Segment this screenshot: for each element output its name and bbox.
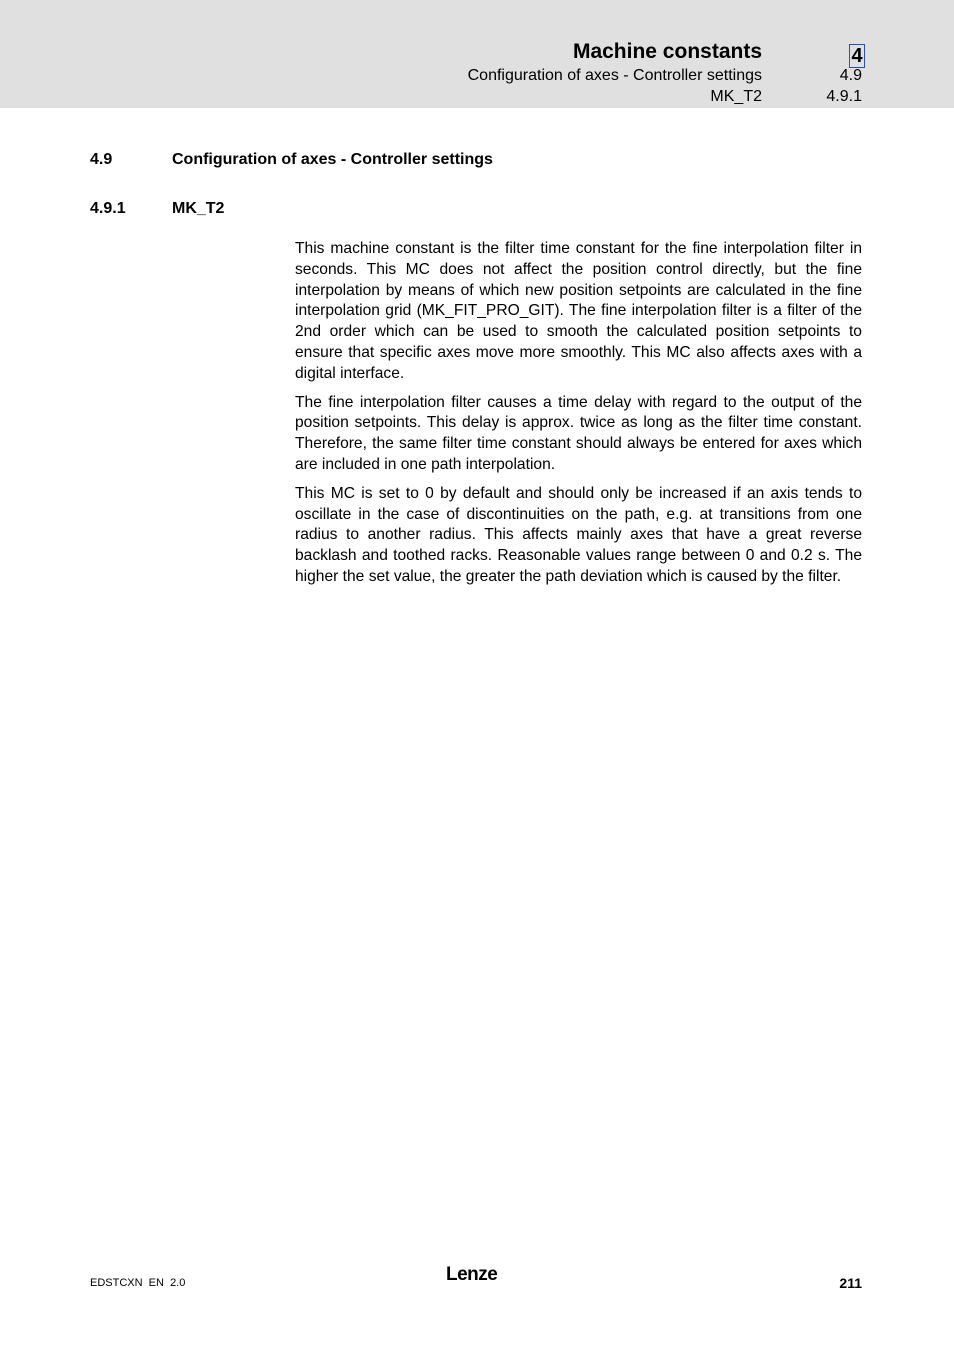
chapter-number-link[interactable]: 4 (849, 44, 865, 68)
header-subsection-title: MK_T2 (710, 88, 762, 105)
paragraph: The fine interpolation filter causes a time delay with regard to the output of the position setpoints. This delay is approx. twice as long as the filter time constant. Therefore, the same filter time constant should always be entered for axes which are included in one path interpolation. (295, 393, 862, 473)
section-heading: Configuration of axes - Controller settings (172, 151, 493, 168)
header-section-number: 4.9 (839, 67, 862, 84)
header-subsection-number: 4.9.1 (826, 88, 862, 105)
paragraph: This machine constant is the filter time constant for the fine interpolation filter in seconds. This MC does not affect the position control directly, but the fine interpolation by means of which new position setpoints are calculated in the fine interpolation grid (MK_FIT_PRO_GIT). The fine interpolation filter is a filter of the 2nd order which can be used to smooth the calculated position setpoints to ensure that specific axes move more smoothly. This MC also affects axes with a digital interface. (295, 240, 862, 382)
chapter-title: Machine constants (572, 40, 762, 63)
page-header (0, 0, 954, 108)
body-text (295, 239, 862, 596)
header-section-title: Configuration of axes - Controller settings (467, 67, 762, 84)
document-id: EDSTCXN EN 2.0 (90, 1277, 186, 1289)
lenze-logo: Lenze (446, 1264, 498, 1285)
paragraph: This MC is set to 0 by default and should only be increased if an axis tends to oscillate in the case of discontinuities on the path, e.g. at transitions from one radius to another radius. This affects mainly axes that have a great reverse backlash and toothed racks. Reasonable values range between 0 and 0.2 s. The higher the set value, the greater the path deviation which is caused by the filter. (295, 484, 862, 585)
subsection-heading: MK_T2 (172, 200, 225, 217)
subsection-number: 4.9.1 (90, 200, 126, 217)
section-number: 4.9 (90, 151, 113, 168)
page-number: 211 (839, 1275, 862, 1291)
